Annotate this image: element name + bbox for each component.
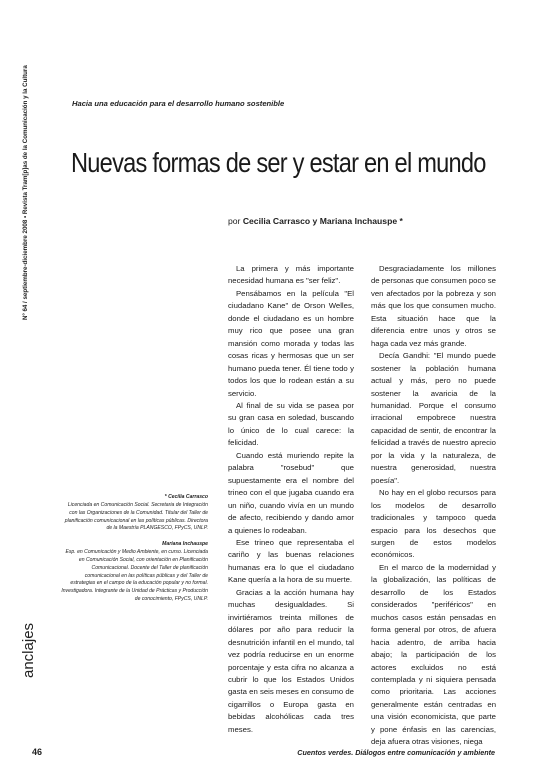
running-head-vertical (22, 60, 44, 320)
section-sidebar-label: anclajes (20, 622, 37, 678)
paragraph: La primera y más importante necesidad humana es "ser feliz". (228, 264, 354, 286)
author-note-bio: Esp. en Comunicación y Medio Ambiente, en curso. Licenciada en Comunicación Social, con orientación en Planificación Comunicacional. Docente del Taller de planificación comunicacional en las políticas públicas y del Taller de estrategias en el campo de la educación popular y no formal. Investigadora. Integrante de la Unidad de Prácticas y Producción de conocimiento, FPyCS, UNLP. (61, 549, 208, 603)
paragraph: Gracias a la acción humana hay muchas desigualdades. Si invirtiéramos treinta millones de dólares por año para reducir la desnutrición infantil en el mundo, tal vez podría reducirse en un enorme porcentaje y esta cifra no alcanza a cubrir lo que los Estados Unidos gasta en seis meses en consumo de cigarrillos o Europa gasta en bebidas alcohólicas cada tres meses. (228, 587, 354, 734)
article-title: Nuevas formas de ser y estar en el mundo (71, 147, 486, 178)
paragraph: Al final de su vida se pasea por su gran casa en soledad, buscando lo único de lo cual carece: la felicidad. (228, 400, 354, 448)
paragraph: Pensábamos en la película "El ciudadano Kane" de Orson Welles, donde el ciudadano es un hombre muy rico que posee una gran mansión como morada y todas las cosas ricas y hermosas que un ser humano pueda tener. Él tiene todo y todos los que lo rodean están a su servicio. (228, 288, 354, 398)
paragraph: Ese trineo que representaba el cariño y las buenas relaciones humanas era lo que el ciudadano Kane quería a la hora de su muerte. (228, 537, 354, 585)
note-spacer (60, 533, 208, 541)
body-column-1 (228, 263, 354, 736)
page-number: 46 (32, 747, 43, 757)
body-column-2 (371, 263, 496, 749)
byline-authors: Cecilia Carrasco y Mariana Inchauspe * (242, 216, 403, 226)
paragraph: No hay en el globo recursos para los modelos de desarrollo tradicionales y tampoco queda espacio para los desechos que surgen de estos modelos económicos. (371, 488, 496, 560)
paragraph: En el marco de la modernidad y la globalización, las políticas de desarrollo de los Estados considerados "periféricos" en muchos casos están pensadas en forma general por otros, de afuera hacia adentro, de arriba hacia abajo; la participación de los actores excluidos no está contemplada y ni siquiera pensada como prioritaria. Las acciones generalmente están centradas en una visión economicista, que parte y pone énfasis en las carencias, deja afuera otras visiones, niega (371, 562, 496, 747)
paragraph: Cuando está muriendo repite la palabra "rosebud" que supuestamente era el nombre del trineo con el que jugaba cuando era un niño, cuando vivía en un mundo de afecto, recibiendo y dando amor a quienes lo rodeaban. (228, 450, 354, 535)
author-note-name: * Cecilia Carrasco (164, 494, 208, 500)
running-head-text: Nº 64 / septiembre-diciembre 2008 • Revista Tram[p]as de la Comunicación y la Cultura (22, 65, 29, 320)
byline-prefix: por (228, 216, 243, 226)
paragraph: Desgraciadamente los millones de personas que consumen poco se ven afectados por la pobreza y son más que los que consumen mucho. Esta situación hace que la diferencia entre unos y otros se haga cada vez más grande. (371, 264, 496, 348)
byline (228, 216, 403, 226)
author-note-name: Mariana Inchauspe (162, 541, 208, 548)
footer-publication: Cuentos verdes. Diálogos entre comunicación y ambiente (297, 748, 495, 757)
paragraph: Decía Gandhi: "El mundo puede sostener la población humana actual y más, pero no puede sostener la avaricia de la humanidad. Porque el consumo irracional empobrece nuestra capacidad de sentir, de encontrar la felicidad a través de nuestro aprecio por la vida y la naturaleza, de nuestra generosidad, nuestra poesía". (371, 351, 496, 485)
author-note-bio: Licenciada en Comunicación Social. Secretaria de Integración con las Organizaciones de la Comunidad. Titular del Taller de planificación comunicacional en las políticas públicas. Directora de la Maestría PLANGESCO, FPyCS, UNLP. (64, 501, 208, 532)
section-label: Hacia una educación para el desarrollo humano sostenible (72, 99, 285, 108)
author-notes (60, 494, 208, 604)
